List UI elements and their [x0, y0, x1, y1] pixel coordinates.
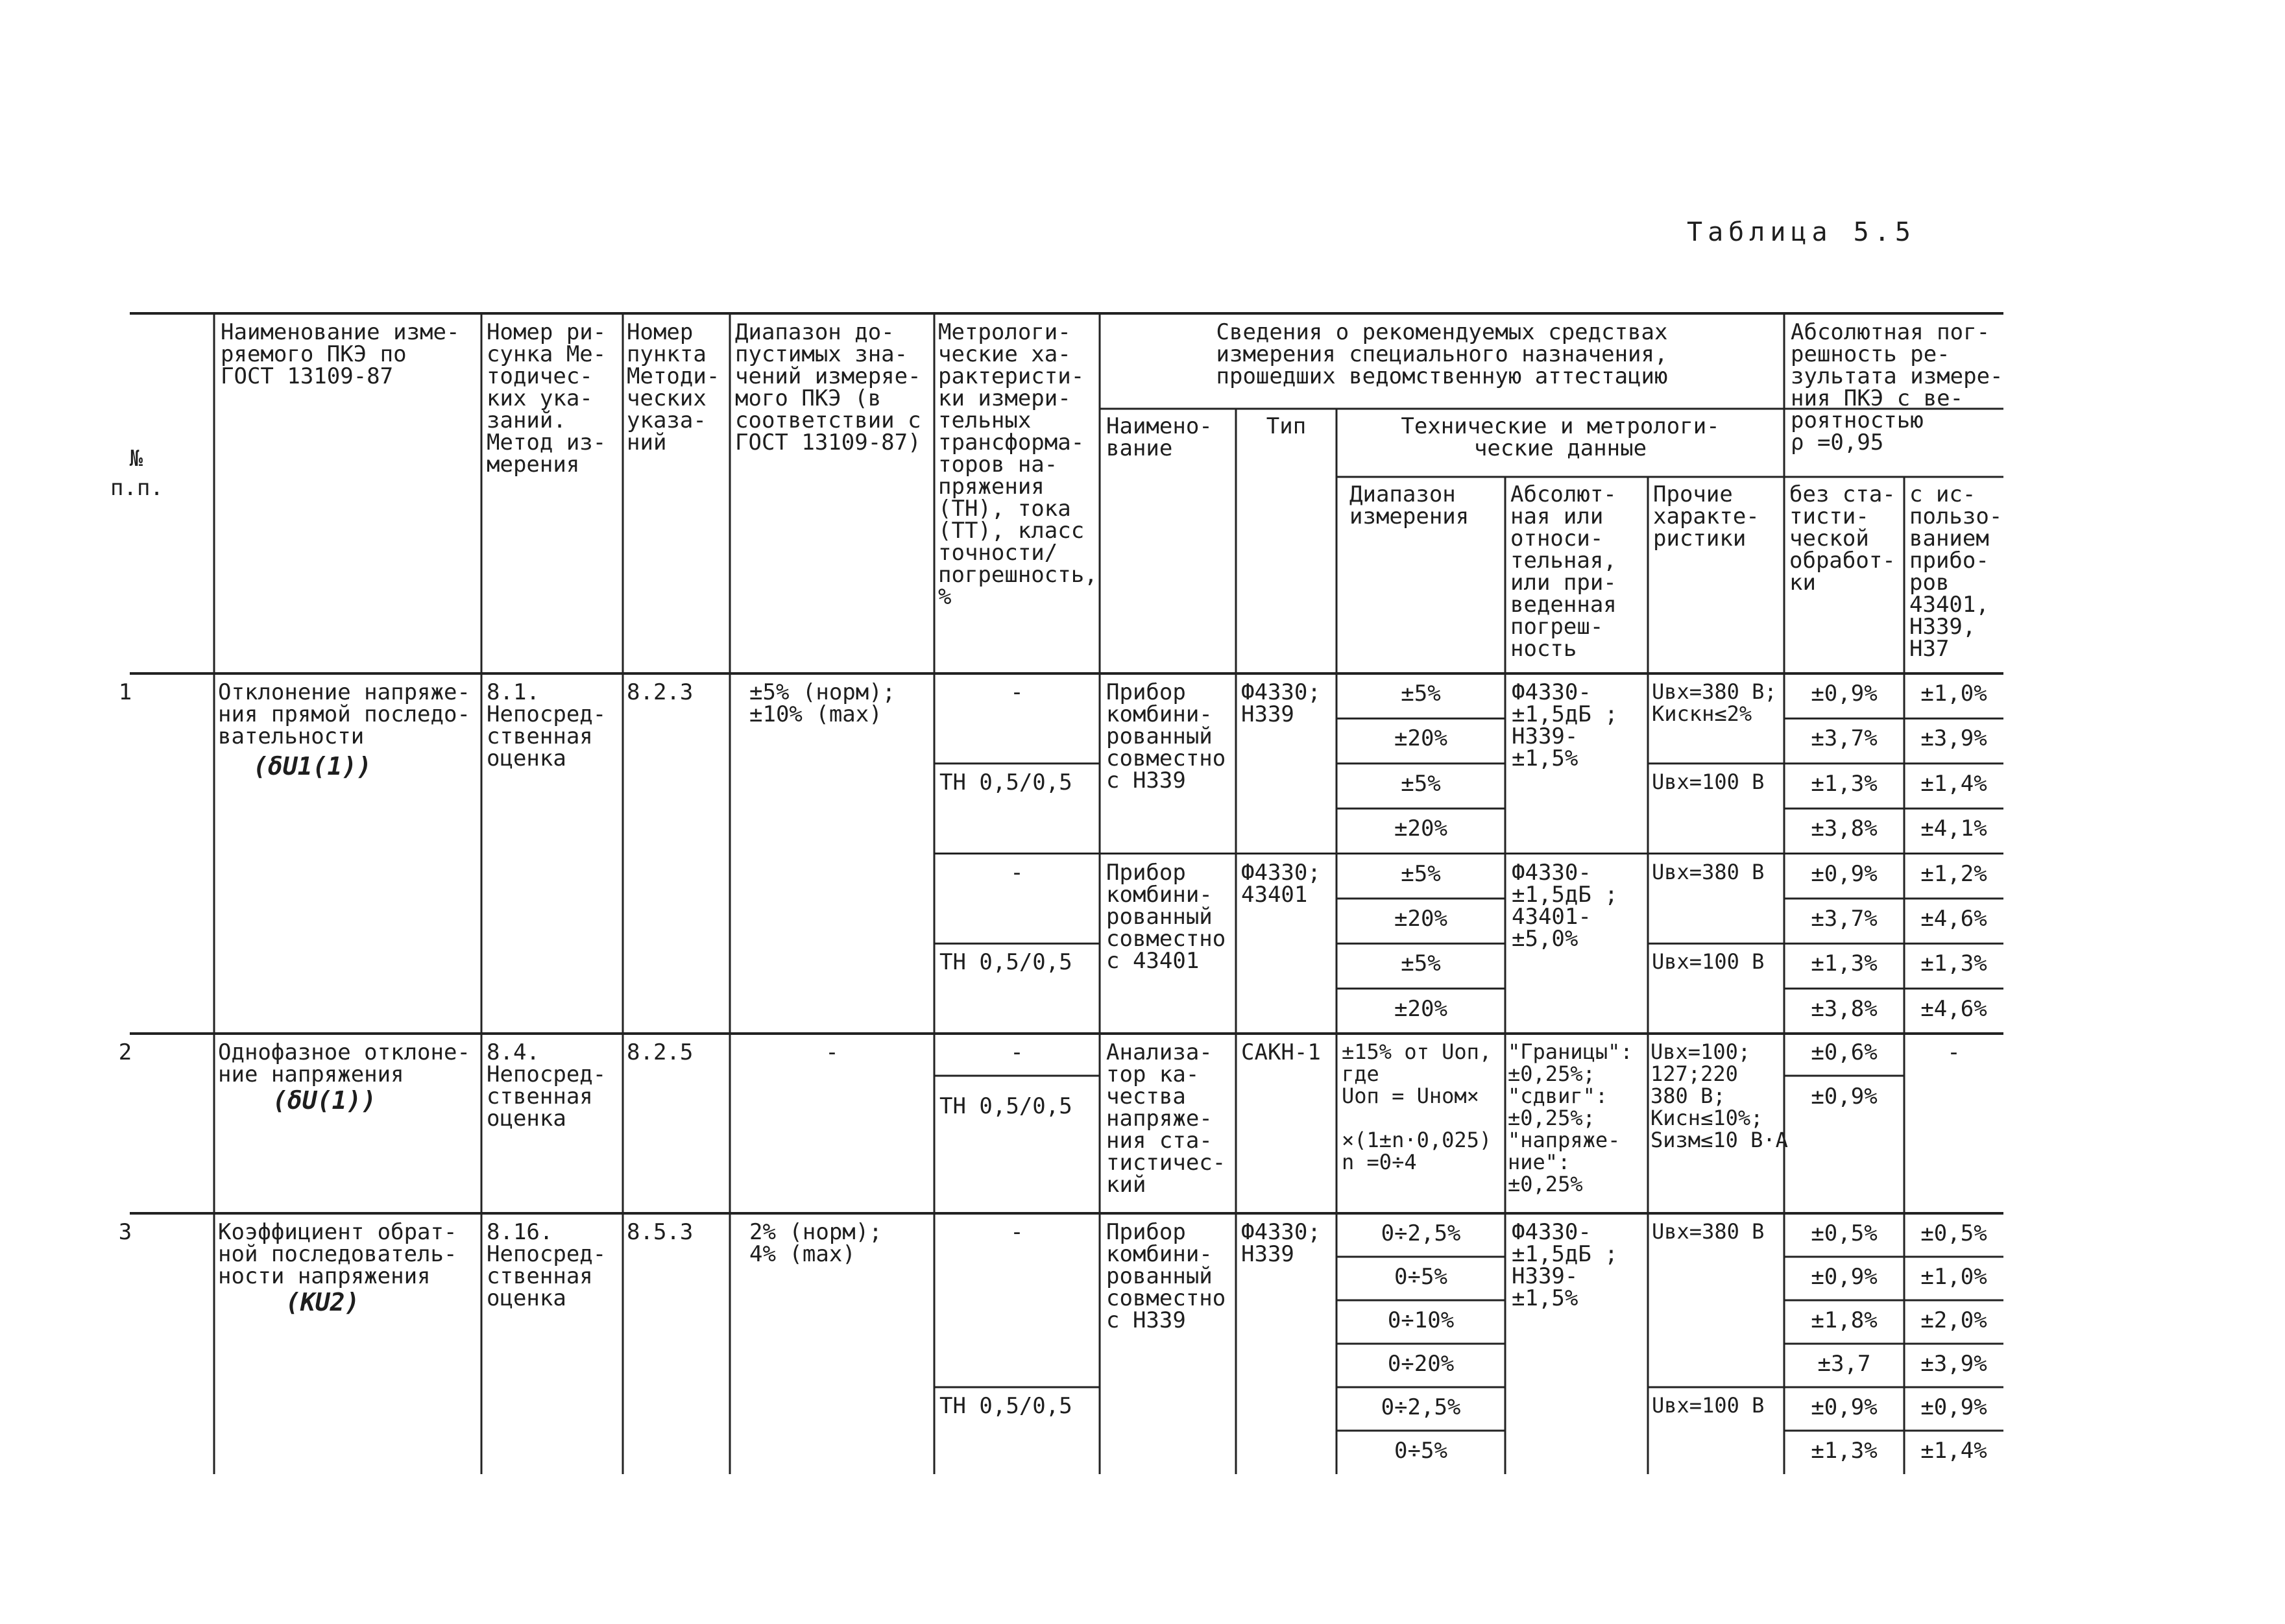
result-no-stat: ±0,9% [1811, 1394, 1878, 1420]
device-other-line: Кисн≤10%; [1650, 1106, 1763, 1130]
measure-range-line: ×(1±n·0,025) [1342, 1128, 1492, 1152]
result-with-dev: ±0,9% [1920, 1394, 1987, 1420]
device-abs-err-line: ±0,25%; [1508, 1061, 1595, 1086]
result-no-stat: ±3,7 [1817, 1351, 1871, 1377]
header-other-line: характе- [1653, 503, 1759, 529]
header-dev-name-line: Наимено- [1106, 413, 1213, 439]
header-fig-line: мерения [487, 452, 580, 478]
header-no-stat-line: ческой [1789, 526, 1869, 551]
device-type-line: Н339 [1241, 701, 1294, 727]
device-name-line: Прибор [1106, 1219, 1186, 1245]
result-no-stat: ±0,6% [1811, 1039, 1878, 1065]
device-name-line: рованный [1106, 1263, 1213, 1289]
header-metro-line: тельных [938, 407, 1032, 433]
metro-class: ТН 0,5/0,5 [939, 1093, 1072, 1119]
header-info-line: Сведения о рекомендуемых средствах [1216, 319, 1668, 345]
row-name-line: ния прямой последо- [218, 701, 470, 727]
result-no-stat: ±3,8% [1811, 995, 1878, 1022]
row-fig-line: 8.16. [487, 1219, 553, 1245]
device-name-line: напряже- [1106, 1106, 1213, 1132]
device-name-line: тистичес- [1106, 1150, 1226, 1176]
header-metro-line: (ТТ), класс [938, 518, 1085, 544]
device-name-line: с 43401 [1106, 947, 1200, 974]
header-abs-err-line: тельная, [1510, 548, 1617, 574]
header-metro-line: ческие ха- [938, 341, 1071, 367]
result-with-dev: ±3,9% [1920, 1351, 1987, 1377]
device-abs-err-line: ±1,5дБ ; [1512, 701, 1618, 727]
header-num-line: № [129, 446, 143, 472]
device-name-line: с Н339 [1106, 768, 1186, 794]
device-name-line: комбини- [1106, 1241, 1213, 1267]
device-abs-err-line: Н339- [1512, 723, 1578, 749]
header-metro-line: погрешность, [938, 562, 1098, 588]
device-abs-err-line: Ф4330- [1512, 859, 1591, 886]
device-other: Uвх=100 В [1652, 769, 1765, 794]
device-name-line: Прибор [1106, 859, 1186, 886]
device-abs-err-line: ±1,5% [1512, 1285, 1578, 1311]
device-name-line: совместно [1106, 1285, 1226, 1311]
result-with-dev: ±1,4% [1920, 770, 1987, 797]
device-abs-err-line: ±1,5дБ ; [1512, 1241, 1618, 1267]
device-abs-err-line: ±5,0% [1512, 925, 1578, 952]
header-name-line: ГОСТ 13109-87 [221, 363, 394, 389]
header-metro-line: (ТН), тока [938, 496, 1071, 522]
row-name-line: Коэффициент обрат- [218, 1219, 457, 1245]
metro-dash: - [1010, 1039, 1024, 1065]
device-abs-err-line: ±1,5% [1512, 745, 1578, 771]
metro-class: ТН 0,5/0,5 [939, 949, 1072, 976]
measure-range: 0÷10% [1387, 1307, 1455, 1333]
device-name-line: Прибор [1106, 679, 1186, 705]
header-range-line: мого ПКЭ (в [735, 385, 882, 411]
header-dev-type-line: Тип [1266, 413, 1307, 439]
device-abs-err-line: ±1,5дБ ; [1512, 881, 1618, 908]
device-other-line: Uвх=380 В [1652, 859, 1765, 884]
header-info-line: измерения специального назначения, [1216, 341, 1668, 367]
device-type-line: Н339 [1241, 1241, 1294, 1267]
header-abs-err-line: Абсолют- [1510, 481, 1617, 507]
header-range-line: ГОСТ 13109-87) [735, 430, 921, 455]
row-name-line: Отклонение напряже- [218, 679, 470, 705]
measure-range: 0÷5% [1394, 1264, 1447, 1290]
measure-range: ±5% [1401, 951, 1441, 977]
row-number: 3 [118, 1219, 132, 1245]
device-type-line: Ф4330; [1241, 1219, 1321, 1245]
device-name-line: с Н339 [1106, 1307, 1186, 1333]
header-range-line: Диапазон до- [735, 319, 895, 345]
row-fig-line: 8.4. [487, 1039, 540, 1065]
result-no-stat: ±0,9% [1811, 1084, 1878, 1109]
result-with-dev: - [1947, 1039, 1961, 1065]
header-result-line: ния ПКЭ с ве- [1791, 385, 1964, 411]
device-abs-err-line: Ф4330- [1512, 1219, 1591, 1245]
device-name-line: чества [1106, 1084, 1186, 1109]
device-other-line: 380 В; [1650, 1084, 1726, 1108]
header-abs-err-line: относи- [1510, 526, 1604, 551]
measure-range: ±20% [1394, 905, 1447, 932]
device-name-line: ния ста- [1106, 1128, 1213, 1154]
metro-dash: - [1010, 859, 1024, 886]
row-fig-line: оценка [487, 1106, 566, 1132]
header-fig-line: тодичес- [487, 363, 593, 389]
row-number: 1 [118, 679, 132, 705]
header-with-dev-line: ров [1909, 570, 1950, 596]
device-abs-err-line: Н339- [1512, 1263, 1578, 1289]
header-with-dev-line: 43401, [1909, 592, 1989, 618]
device-type-line: Ф4330; [1241, 859, 1321, 886]
header-with-dev-line: с ис- [1909, 481, 1976, 507]
device-abs-err-line: ±0,25% [1508, 1172, 1583, 1196]
row-clause: 8.2.3 [627, 679, 694, 705]
measure-range: ±5% [1401, 860, 1441, 887]
header-tech-line: Технические и метрологи- [1401, 413, 1720, 439]
header-clause-line: пункта [627, 341, 707, 367]
header-clause-line: ческих [627, 385, 707, 411]
header-clause-line: указа- [627, 407, 707, 433]
device-type-line: 43401 [1241, 881, 1308, 908]
header-fig-line: Метод из- [487, 430, 607, 455]
result-no-stat: ±1,8% [1811, 1307, 1878, 1333]
row-symbol: (δU1(1)) [253, 752, 372, 781]
result-with-dev: ±4,6% [1920, 995, 1987, 1022]
result-with-dev: ±0,5% [1920, 1220, 1987, 1246]
result-no-stat: ±0,9% [1811, 860, 1878, 887]
measure-range: ±20% [1394, 816, 1447, 842]
device-abs-err-line: ±0,25%; [1508, 1106, 1595, 1130]
header-fig-line: заний. [487, 407, 566, 433]
row-range-line: 2% (норм); [749, 1219, 882, 1245]
result-with-dev: ±4,6% [1920, 905, 1987, 932]
header-dev-name-line: вание [1106, 435, 1173, 461]
row-fig-line: Непосред- [487, 701, 607, 727]
device-name-line: совместно [1106, 925, 1226, 952]
row-fig-line: Непосред- [487, 1241, 607, 1267]
header-abs-err-line: погреш- [1510, 614, 1604, 640]
header-abs-err-line: ная или [1510, 503, 1604, 529]
header-metro-line: пряжения [938, 474, 1045, 500]
row-number: 2 [118, 1039, 132, 1065]
row-clause: 8.5.3 [627, 1219, 694, 1245]
row-fig-line: 8.1. [487, 679, 540, 705]
row-symbol: (КU2) [285, 1288, 360, 1316]
device-abs-err-line: "сдвиг": [1508, 1084, 1608, 1108]
header-meas-range-line: Диапазон [1349, 481, 1456, 507]
header-name-line: Наименование изме- [221, 319, 460, 345]
header-clause-line: Номер [627, 319, 694, 345]
row-name-line: Однофазное отклоне- [218, 1039, 470, 1065]
device-abs-err-line: "Границы": [1508, 1039, 1633, 1064]
header-no-stat-line: ки [1789, 570, 1816, 596]
header-metro-line: % [938, 584, 952, 610]
header-abs-err-line: ность [1510, 636, 1577, 662]
row-name-line: ние напряжения [218, 1061, 404, 1087]
row-fig-line: оценка [487, 745, 566, 771]
result-with-dev: ±1,4% [1920, 1438, 1987, 1464]
device-name-line: совместно [1106, 745, 1226, 771]
row-range-line: ±10% (max) [749, 701, 882, 727]
device-name-line: рованный [1106, 723, 1213, 749]
metro-class: ТН 0,5/0,5 [939, 1393, 1072, 1419]
measure-range-line: где [1342, 1061, 1379, 1086]
device-abs-err-line: ние": [1508, 1150, 1571, 1174]
row-clause: 8.2.5 [627, 1039, 694, 1065]
row-range-line: 4% (max) [749, 1241, 856, 1267]
device-other-line: Кискн≤2% [1652, 701, 1752, 726]
row-name-line: вательности [218, 723, 365, 749]
header-metro-line: торов на- [938, 452, 1058, 478]
header-clause-line: ний [627, 430, 667, 455]
table-vertical-rules [214, 313, 1904, 1474]
header-range-line: пустимых зна- [735, 341, 908, 367]
header-no-stat-line: обработ- [1789, 548, 1896, 574]
header-info-line: прошедших ведомственную аттестацию [1216, 363, 1668, 389]
device-name-line: тор ка- [1106, 1061, 1200, 1087]
result-with-dev: ±1,2% [1920, 860, 1987, 887]
row-range-line: ±5% (норм); [749, 679, 896, 705]
table-caption: Таблица 5.5 [1687, 217, 1916, 247]
header-fig-line: сунка Ме- [487, 341, 607, 367]
measure-range: ±20% [1394, 725, 1447, 752]
measure-range: 0÷5% [1394, 1438, 1447, 1464]
result-no-stat: ±3,7% [1811, 905, 1878, 932]
row-name-line: ной последователь- [218, 1241, 457, 1267]
device-name-line: комбини- [1106, 881, 1213, 908]
measure-range: 0÷20% [1387, 1351, 1455, 1377]
header-other-line: ристики [1653, 526, 1747, 551]
header-fig-line: ких ука- [487, 385, 593, 411]
device-abs-err-line: Ф4330- [1512, 679, 1591, 705]
row-name-line: ности напряжения [218, 1263, 431, 1289]
measure-range: 0÷2,5% [1381, 1220, 1461, 1246]
header-with-dev-line: Н37 [1909, 636, 1950, 662]
metro-class: ТН 0,5/0,5 [939, 769, 1072, 795]
result-no-stat: ±0,5% [1811, 1220, 1878, 1246]
header-result-line: зультата измере- [1791, 363, 2003, 389]
header-fig-line: Номер ри- [487, 319, 607, 345]
device-other: Uвх=100 В [1652, 949, 1765, 975]
header-other-line: Прочие [1653, 481, 1733, 507]
row-fig-line: ственная [487, 723, 593, 749]
device-other-line: Sизм≤10 В·А [1650, 1128, 1788, 1152]
result-no-stat: ±1,3% [1811, 1438, 1878, 1464]
header-metro-line: Метрологи- [938, 319, 1071, 345]
row-range: - [825, 1039, 839, 1065]
header-no-stat-line: без ста- [1789, 481, 1896, 507]
result-with-dev: ±1,0% [1920, 1264, 1987, 1290]
metro-dash: - [1010, 1219, 1024, 1245]
device-abs-err-line: "напряже- [1508, 1128, 1621, 1152]
measure-range: ±5% [1401, 681, 1441, 707]
header-clause-line: Методи- [627, 363, 720, 389]
result-no-stat: ±3,7% [1811, 725, 1878, 752]
header-tech-line: ческие данные [1473, 435, 1647, 461]
device-type-line: САКН-1 [1241, 1039, 1321, 1065]
header-with-dev-line: прибо- [1909, 548, 1989, 574]
result-no-stat: ±0,9% [1811, 1264, 1878, 1290]
header-range-line: чений измеряе- [735, 363, 921, 389]
device-name-line: Анализа- [1106, 1039, 1213, 1065]
header-result-line: ρ =0,95 [1791, 430, 1884, 455]
header-metro-line: рактеристи- [938, 363, 1085, 389]
header-metro-line: трансформа- [938, 430, 1085, 455]
measure-range: ±20% [1394, 995, 1447, 1022]
header-result-line: решность ре- [1791, 341, 1950, 367]
header-abs-err-line: или при- [1510, 570, 1617, 596]
device-name-line: рованный [1106, 903, 1213, 930]
header-with-dev-line: ванием [1909, 526, 1989, 551]
row-fig-line: ственная [487, 1084, 593, 1109]
device-other: Uвх=100 В [1652, 1393, 1765, 1418]
result-with-dev: ±3,9% [1920, 725, 1987, 752]
measure-range-line: n =0÷4 [1342, 1150, 1417, 1174]
device-other-line: Uвх=100; [1650, 1039, 1751, 1064]
header-name-line: ряемого ПКЭ по [221, 341, 407, 367]
result-no-stat: ±3,8% [1811, 816, 1878, 842]
result-with-dev: ±4,1% [1920, 816, 1987, 842]
header-result-line: Абсолютная пог- [1791, 319, 1990, 345]
metro-dash: - [1010, 679, 1024, 705]
device-name-line: комбини- [1106, 701, 1213, 727]
header-abs-err-line: веденная [1510, 592, 1617, 618]
header-meas-range-line: измерения [1349, 503, 1469, 529]
header-metro-line: точности/ [938, 540, 1058, 566]
header-range-line: соответствии с [735, 407, 921, 433]
header-with-dev-line: пользо- [1909, 503, 2003, 529]
device-other-line: Uвх=380 В; [1652, 679, 1777, 704]
header-num-line: п.п. [110, 475, 163, 501]
result-with-dev: ±1,3% [1920, 951, 1987, 977]
measure-range: 0÷2,5% [1381, 1394, 1461, 1420]
device-other: Uвх=380 В [1652, 1219, 1765, 1244]
header-no-stat-line: тисти- [1789, 503, 1869, 529]
device-other-line: 127;220 [1650, 1061, 1738, 1086]
row-fig-line: ственная [487, 1263, 593, 1289]
measure-range: ±5% [1401, 770, 1441, 797]
measure-range-line: ±15% от Uоп, [1342, 1039, 1492, 1064]
header-with-dev-line: Н339, [1909, 614, 1976, 640]
result-with-dev: ±2,0% [1920, 1307, 1987, 1333]
result-no-stat: ±1,3% [1811, 951, 1878, 977]
row-symbol: (δU(1)) [272, 1086, 377, 1115]
result-no-stat: ±0,9% [1811, 681, 1878, 707]
device-abs-err-line: 43401- [1512, 903, 1591, 930]
result-no-stat: ±1,3% [1811, 770, 1878, 797]
device-type-line: Ф4330; [1241, 679, 1321, 705]
header-metro-line: ки измери- [938, 385, 1071, 411]
header-result-line: роятностью [1791, 407, 1924, 433]
device-name-line: кий [1106, 1172, 1146, 1198]
row-fig-line: оценка [487, 1285, 566, 1311]
result-with-dev: ±1,0% [1920, 681, 1987, 707]
measure-range-line: Uоп = Uном× [1342, 1084, 1479, 1108]
row-fig-line: Непосред- [487, 1061, 607, 1087]
